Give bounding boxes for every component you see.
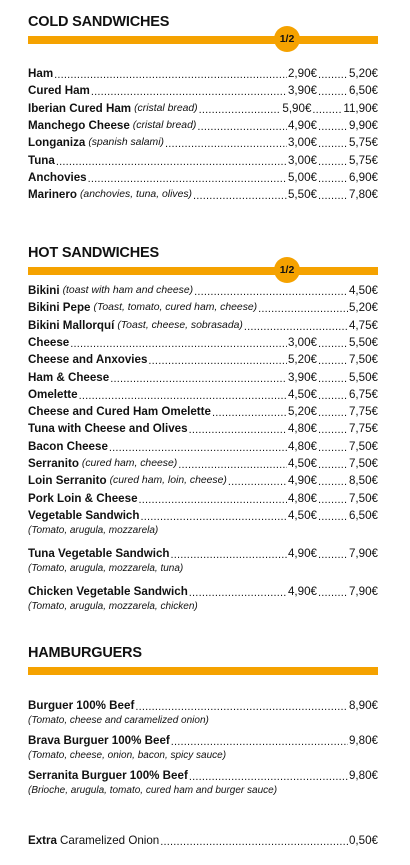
dot-leader <box>318 370 348 386</box>
dot-leader <box>318 546 348 562</box>
item-name: Chicken Vegetable Sandwich <box>28 584 188 598</box>
item-name: Brava Burguer 100% Beef <box>28 734 170 747</box>
price-large: 7,50€ <box>348 491 378 505</box>
item-name: Ham <box>28 67 54 80</box>
dot-leader <box>135 698 348 714</box>
price-small: 4,90€ <box>287 118 317 132</box>
price-large: 6,90€ <box>348 170 378 184</box>
dot-leader <box>139 491 287 507</box>
item-name: Ham & Cheese <box>28 370 110 384</box>
dot-leader <box>318 335 348 351</box>
item-name: Serranita Burguer 100% Beef <box>28 769 188 782</box>
item-name: Anchovies <box>28 170 87 184</box>
price-large: 4,75€ <box>348 318 378 332</box>
menu-item-row <box>28 387 378 403</box>
dot-leader <box>258 300 348 316</box>
price-large: 5,20€ <box>348 67 378 80</box>
dot-leader <box>54 66 287 82</box>
item-name: Tuna with Cheese and Olives <box>28 422 188 436</box>
price-large: 6,50€ <box>348 84 378 98</box>
dot-leader <box>79 387 287 403</box>
item-name: Tuna <box>28 153 55 167</box>
price-large: 7,50€ <box>348 353 378 367</box>
item-name: Manchego Cheese <box>28 118 130 132</box>
price-large: 7,50€ <box>348 457 378 470</box>
dot-leader <box>318 118 348 134</box>
price-small: 4,90€ <box>287 584 317 598</box>
item-name: Cheese and Cured Ham Omelette <box>28 405 211 419</box>
dot-leader <box>165 135 287 151</box>
dot-leader <box>318 508 348 524</box>
price-large: 5,20€ <box>348 301 378 315</box>
dot-leader <box>318 135 348 151</box>
menu-item-row <box>28 508 378 524</box>
item-name: Iberian Cured Ham <box>28 101 132 115</box>
price-small: 4,90€ <box>287 474 317 488</box>
item-name: Cheese <box>28 335 70 349</box>
dot-leader <box>160 833 348 849</box>
menu-item-row <box>28 584 378 600</box>
dot-leader <box>228 473 287 489</box>
price-small: 5,20€ <box>287 353 317 367</box>
price-large: 11,90€ <box>343 101 378 115</box>
dot-leader <box>56 153 287 169</box>
dot-leader <box>189 584 287 600</box>
cold-sandwiches-section <box>28 14 378 45</box>
price-large: 5,75€ <box>348 153 378 167</box>
dot-leader <box>189 768 348 784</box>
dot-leader <box>318 66 348 82</box>
dot-leader <box>194 283 348 299</box>
cold-size-badge: 1/2 <box>274 26 300 52</box>
item-name: Bikini <box>28 284 60 297</box>
dot-leader <box>189 421 287 437</box>
dot-leader <box>318 83 348 99</box>
hamburguers-section <box>28 645 378 661</box>
price-large: 7,80€ <box>348 188 378 202</box>
item-description: (cured ham, loin, cheese) <box>109 475 227 487</box>
price-small: 4,80€ <box>287 439 317 453</box>
menu-item-row <box>28 473 378 489</box>
dot-leader <box>318 187 348 203</box>
dot-leader <box>318 404 348 420</box>
item-ingredients: (Tomato, arugula, mozzarela) <box>28 524 159 536</box>
price: 8,90€ <box>348 699 378 712</box>
price-small: 3,00€ <box>287 136 317 150</box>
price-small: 4,80€ <box>287 422 317 436</box>
price-large: 5,50€ <box>348 335 378 349</box>
menu-item-row <box>28 83 378 99</box>
price-small: 3,00€ <box>287 335 317 349</box>
dot-leader <box>171 546 287 562</box>
dot-leader <box>318 439 348 455</box>
item-description: (cured ham, cheese) <box>81 458 178 469</box>
price-small: 4,80€ <box>287 491 317 505</box>
dot-leader <box>110 370 287 386</box>
menu-item-row <box>28 300 378 316</box>
dot-leader <box>244 318 348 334</box>
price-large: 7,90€ <box>348 546 378 560</box>
cold-sandwiches-bar <box>28 36 378 44</box>
menu-item-row <box>28 118 378 134</box>
dot-leader <box>140 508 287 524</box>
item-name: Longaniza <box>28 136 86 150</box>
price-large: 4,50€ <box>348 284 378 297</box>
menu-item-row <box>28 439 378 455</box>
hot-sandwiches-section <box>28 245 378 276</box>
dot-leader <box>88 170 287 186</box>
menu-item-row <box>28 698 378 714</box>
price-small: 5,50€ <box>287 188 317 202</box>
dot-leader <box>70 335 287 351</box>
dot-leader <box>109 439 287 455</box>
hamburguers-bar <box>28 667 378 675</box>
item-description: (Toast, cheese, sobrasada) <box>117 319 243 331</box>
hot-size-badge: 1/2 <box>274 257 300 283</box>
item-ingredients: (Tomato, cheese, onion, bacon, spicy sauce) <box>28 750 227 761</box>
dot-leader <box>318 153 348 169</box>
price-small: 4,50€ <box>287 457 317 470</box>
dot-leader <box>318 387 348 403</box>
item-name: Bacon Cheese <box>28 439 108 453</box>
item-name: Bikini Mallorquí <box>28 318 115 332</box>
price-large: 5,50€ <box>348 370 378 384</box>
item-name: Bikini Pepe <box>28 301 91 315</box>
menu-item-row <box>28 733 378 749</box>
dot-leader <box>193 187 287 203</box>
item-ingredients: (Tomato, cheese and caramelized onion) <box>28 715 209 726</box>
menu-item-row <box>28 187 378 203</box>
price-large: 7,50€ <box>348 439 378 453</box>
menu-item-row <box>28 101 378 117</box>
price-large: 6,75€ <box>348 387 378 401</box>
item-description: (Toast, tomato, cured ham, cheese) <box>93 302 258 314</box>
hot-sandwiches-bar <box>28 267 378 275</box>
menu-item-row <box>28 370 378 386</box>
price: 9,80€ <box>348 734 378 747</box>
item-ingredients: (Tomato, arugula, mozzarela, tuna) <box>28 562 184 574</box>
dot-leader <box>197 118 287 134</box>
menu-item-row <box>28 153 378 169</box>
item-description: (cristal bread) <box>132 119 197 131</box>
dot-leader <box>318 170 348 186</box>
item-description: (spanish salami) <box>88 137 164 149</box>
dot-leader <box>318 352 348 368</box>
price-large: 9,90€ <box>348 118 378 132</box>
menu-item-row <box>28 421 378 437</box>
price-small: 5,00€ <box>287 170 317 184</box>
price-small: 3,90€ <box>287 370 317 384</box>
item-name: Vegetable Sandwich <box>28 508 140 522</box>
dot-leader <box>318 473 348 489</box>
price-large: 6,50€ <box>348 508 378 522</box>
price: 9,80€ <box>348 769 378 782</box>
extra-item-name: Caramelized Onion <box>60 834 160 847</box>
item-ingredients: (Brioche, arugula, tomato, cured ham and burger sauce) <box>28 785 278 796</box>
menu-item-row <box>28 135 378 151</box>
item-name: Pork Loin & Cheese <box>28 491 138 505</box>
dot-leader <box>212 404 287 420</box>
price-small: 2,90€ <box>287 67 317 80</box>
dot-leader <box>171 733 348 749</box>
dot-leader <box>199 101 282 117</box>
item-name: Cheese and Anxovies <box>28 353 148 367</box>
dot-leader <box>312 101 342 117</box>
item-name: Loin Serranito <box>28 474 107 488</box>
dot-leader <box>148 352 287 368</box>
menu-item-row <box>28 404 378 420</box>
item-ingredients: (Tomato, arugula, mozzarela, chicken) <box>28 600 198 612</box>
item-name: Omelette <box>28 387 78 401</box>
menu-item-row <box>28 768 378 784</box>
menu-item-row <box>28 335 378 351</box>
price-large: 7,75€ <box>348 422 378 436</box>
price-small: 3,00€ <box>287 153 317 167</box>
price-small: 3,90€ <box>287 84 317 98</box>
menu-item-row <box>28 456 378 472</box>
price-small: 5,90€ <box>282 101 312 115</box>
price-small: 4,50€ <box>287 387 317 401</box>
hot-sandwiches-title: HOT SANDWICHES <box>28 245 159 261</box>
extra-price: 0,50€ <box>348 834 378 847</box>
price-small: 4,50€ <box>287 508 317 522</box>
menu-item-row <box>28 283 378 299</box>
menu-item-row <box>28 491 378 507</box>
dot-leader <box>318 584 348 600</box>
item-name: Tuna Vegetable Sandwich <box>28 546 170 560</box>
menu-item-row <box>28 352 378 368</box>
item-name: Serranito <box>28 457 79 470</box>
menu-item-row <box>28 66 378 82</box>
menu-item-row <box>28 318 378 334</box>
hamburguers-title: HAMBURGUERS <box>28 645 142 661</box>
item-description: (cristal bread) <box>134 102 198 114</box>
item-name: Marinero <box>28 188 77 202</box>
price-large: 7,90€ <box>348 584 378 598</box>
cold-sandwiches-title: COLD SANDWICHES <box>28 14 170 30</box>
dot-leader <box>91 83 287 99</box>
dot-leader <box>318 456 348 472</box>
price-small: 5,20€ <box>287 405 317 419</box>
price-small: 4,90€ <box>287 546 317 560</box>
price-large: 8,50€ <box>348 474 378 488</box>
menu-item-row <box>28 546 378 562</box>
item-name: Cured Ham <box>28 84 90 98</box>
item-description: (toast with ham and cheese) <box>62 285 194 296</box>
price-large: 7,75€ <box>348 405 378 419</box>
dot-leader <box>318 491 348 507</box>
dot-leader <box>178 456 287 472</box>
extra-row <box>28 833 378 849</box>
menu-item-row <box>28 170 378 186</box>
dot-leader <box>318 421 348 437</box>
item-name: Burguer 100% Beef <box>28 699 135 712</box>
price-large: 5,75€ <box>348 136 378 150</box>
item-description: (anchovies, tuna, olives) <box>79 189 193 201</box>
extra-label: Extra <box>28 834 58 847</box>
